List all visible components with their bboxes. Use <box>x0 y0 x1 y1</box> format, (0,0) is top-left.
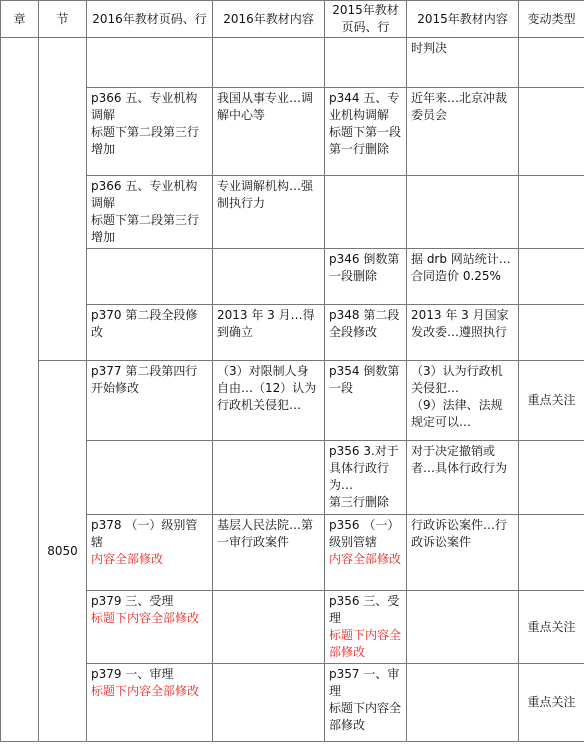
cell-page-2016 <box>87 88 213 176</box>
cell-text: p357 一、审理 <box>329 667 400 698</box>
cell-page-2016 <box>87 591 213 664</box>
header-content-2016: 2016年教材内容 <box>213 1 325 38</box>
cell-content-2015 <box>407 38 519 88</box>
cell-content-2015 <box>407 176 519 249</box>
cell-content-2015 <box>407 515 519 591</box>
cell-page-2015 <box>325 515 407 591</box>
cell-page-2016 <box>87 38 213 88</box>
cell-page-2015 <box>325 88 407 176</box>
cell-content-2015 <box>407 664 519 742</box>
cell-content-2016 <box>213 515 325 591</box>
cell-content-2016 <box>213 591 325 664</box>
table-row <box>1 38 584 88</box>
cell-text: p366 五、专业机构调解 <box>91 91 198 122</box>
cell-page-2016 <box>87 249 213 305</box>
cell-change-type <box>519 88 584 176</box>
cell-page-2015 <box>325 591 407 664</box>
cell-text: 近年来…北京冲裁委员会 <box>411 91 508 122</box>
cell-text: 据 drb 网站统计…合同造价 0.25% <box>411 252 511 283</box>
cell-text: 标题下第二段第三行增加 <box>91 213 200 244</box>
highlight-text: 内容全部修改 <box>329 552 402 566</box>
highlight-text: 标题下内容全部修改 <box>329 628 402 659</box>
cell-page-2015 <box>325 38 407 88</box>
cell-text: p356 （一）级别管辖 <box>329 518 400 549</box>
header-row <box>1 1 584 38</box>
cell-text: 2013 年 3 月国家发改委…遵照执行 <box>411 308 509 339</box>
highlight-text: 标题下内容全部修改 <box>91 611 200 625</box>
cell-change-type <box>519 441 584 515</box>
cell-text: 行政诉讼案件…行政诉讼案件 <box>411 518 508 549</box>
cell-change-type <box>519 305 584 361</box>
header-page-2016: 2016年教材页码、行 <box>87 1 213 38</box>
cell-page-2015 <box>325 361 407 441</box>
table-row <box>1 515 584 591</box>
cell-page-2016 <box>87 441 213 515</box>
header-section: 节 <box>39 1 87 38</box>
cell-content-2016 <box>213 305 325 361</box>
cell-content-2016 <box>213 88 325 176</box>
cell-chapter <box>1 38 39 742</box>
cell-text: 时判决 <box>411 41 448 55</box>
highlight-text: 内容全部修改 <box>91 552 164 566</box>
cell-text: p370 第二段全段修改 <box>91 308 198 339</box>
cell-text: p356 三、受理 <box>329 594 400 625</box>
cell-page-2015 <box>325 249 407 305</box>
cell-text: 标题下第一段第一行删除 <box>329 125 402 156</box>
cell-text: 我国从事专业…调解中心等 <box>217 91 314 122</box>
header-chapter: 章 <box>1 1 39 38</box>
cell-text: 对于决定撤销或者…具体行政行为 <box>411 444 508 475</box>
cell-change-type <box>519 249 584 305</box>
cell-content-2016 <box>213 361 325 441</box>
cell-page-2015 <box>325 305 407 361</box>
cell-section-prev <box>39 38 87 361</box>
cell-change-type: 重点关注 <box>519 361 584 441</box>
table-row <box>1 361 584 441</box>
cell-content-2016 <box>213 176 325 249</box>
cell-text: （9）法律、法规规定可以… <box>411 398 503 429</box>
cell-text: p379 一、审理 <box>91 667 174 681</box>
cell-text: p378 （一）级别管辖 <box>91 518 198 549</box>
table-row <box>1 441 584 515</box>
cell-text: p356 3.对于具体行政行为… <box>329 444 399 492</box>
cell-text: p348 第二段全段修改 <box>329 308 400 339</box>
cell-page-2016 <box>87 305 213 361</box>
cell-change-type: 重点关注 <box>519 591 584 664</box>
cell-text: p346 倒数第一段删除 <box>329 252 400 283</box>
cell-content-2016 <box>213 441 325 515</box>
header-change-type: 变动类型 <box>519 1 584 38</box>
header-page-2015: 2015年教材页码、行 <box>325 1 407 38</box>
cell-text: p354 倒数第一段 <box>329 364 400 395</box>
cell-content-2016 <box>213 664 325 742</box>
cell-content-2015 <box>407 441 519 515</box>
cell-section-code: 8050 <box>39 361 87 742</box>
cell-page-2016 <box>87 361 213 441</box>
cell-change-type <box>519 515 584 591</box>
cell-text: 标题下内容全部修改 <box>329 701 402 732</box>
cell-text: p366 五、专业机构调解 <box>91 179 198 210</box>
cell-text: p379 三、受理 <box>91 594 174 608</box>
cell-text: p377 第二段第四行开始修改 <box>91 364 198 395</box>
cell-content-2016 <box>213 38 325 88</box>
table-row <box>1 664 584 742</box>
cell-page-2015 <box>325 664 407 742</box>
table-row <box>1 88 584 176</box>
cell-content-2015 <box>407 249 519 305</box>
cell-text: 第三行删除 <box>329 495 390 509</box>
cell-page-2016 <box>87 176 213 249</box>
table-row <box>1 176 584 249</box>
cell-content-2015 <box>407 361 519 441</box>
highlight-text: 标题下内容全部修改 <box>91 684 200 698</box>
cell-content-2015 <box>407 305 519 361</box>
cell-text: （3）认为行政机关侵犯… <box>411 364 503 395</box>
cell-change-type <box>519 176 584 249</box>
cell-content-2016 <box>213 249 325 305</box>
cell-change-type <box>519 38 584 88</box>
cell-change-type: 重点关注 <box>519 664 584 742</box>
cell-text: p344 五、专业机构调解 <box>329 91 400 122</box>
table-row <box>1 305 584 361</box>
cell-text: 基层人民法院…第一审行政案件 <box>217 518 314 549</box>
cell-page-2015 <box>325 441 407 515</box>
table-row <box>1 249 584 305</box>
cell-text: 标题下第二段第三行增加 <box>91 125 200 156</box>
cell-page-2015 <box>325 176 407 249</box>
cell-page-2016 <box>87 515 213 591</box>
cell-text: （3）对限制人身自由…（12）认为行政机关侵犯… <box>217 364 317 412</box>
cell-text: 专业调解机构…强制执行力 <box>217 179 314 210</box>
header-content-2015: 2015年教材内容 <box>407 1 519 38</box>
cell-content-2015 <box>407 591 519 664</box>
table-row <box>1 591 584 664</box>
cell-page-2016 <box>87 664 213 742</box>
cell-content-2015 <box>407 88 519 176</box>
cell-text: 2013 年 3 月…得到确立 <box>217 308 315 339</box>
